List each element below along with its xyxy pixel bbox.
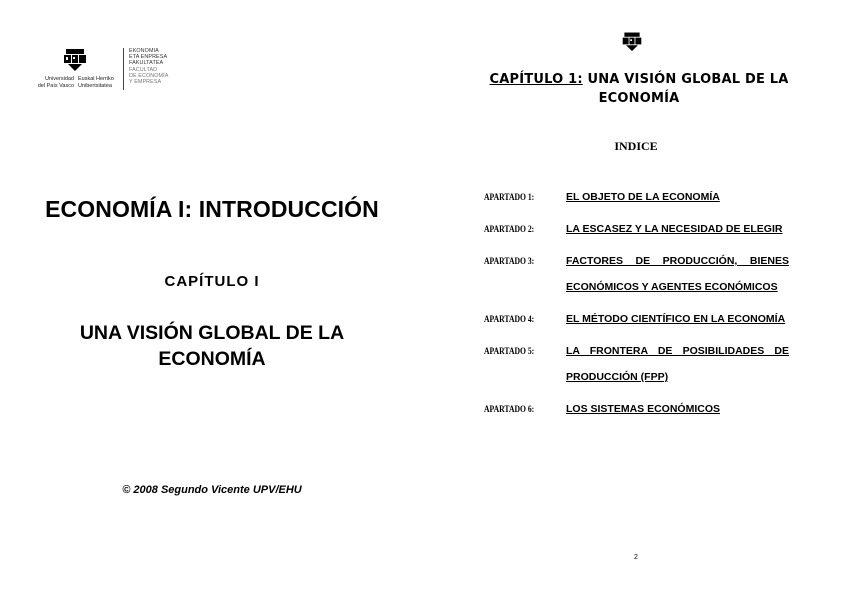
chapter-heading — [484, 70, 794, 108]
toc-label: APARTADO 5: — [484, 346, 535, 356]
chapter-heading-line1: UNA VISIÓN GLOBAL DE LA — [587, 72, 789, 87]
page-number: 2 — [634, 554, 638, 561]
chapter-heading-prefix: CAPÍTULO 1: — [489, 72, 583, 87]
toc-link[interactable]: LA ESCASEZ Y LA NECESIDAD DE ELEGIR — [566, 223, 783, 235]
toc-item[interactable] — [484, 312, 789, 332]
chapter-label: CAPÍTULO I — [164, 273, 260, 290]
toc-link[interactable]: FACTORES DE PRODUCCIÓN, BIENES ECONÓMICOS Y AGENTES ECONÓMICOS — [566, 255, 789, 293]
university-crest-icon — [621, 30, 643, 52]
toc-item[interactable] — [484, 344, 789, 390]
chapter-heading-line2: ECONOMÍA — [598, 91, 680, 106]
copyright-notice: © 2008 Segundo Vicente UPV/EHU — [122, 484, 302, 496]
main-title: ECONOMÍA I: INTRODUCCIÓN — [45, 196, 379, 222]
toc-label: APARTADO 1: — [484, 192, 535, 202]
toc-item[interactable] — [484, 254, 789, 300]
toc-link[interactable]: EL OBJETO DE LA ECONOMÍA — [566, 191, 720, 203]
toc-label: APARTADO 6: — [484, 404, 535, 414]
index-title: INDICE — [614, 139, 658, 153]
toc-link[interactable]: EL MÉTODO CIENTÍFICO EN LA ECONOMÍA — [566, 313, 786, 325]
table-of-contents — [484, 190, 789, 434]
toc-link[interactable]: LOS SISTEMAS ECONÓMICOS — [566, 403, 721, 415]
toc-label: APARTADO 4: — [484, 314, 535, 324]
toc-item[interactable] — [484, 402, 789, 422]
toc-label: APARTADO 3: — [484, 256, 535, 266]
chapter-title-line1: UNA VISIÓN GLOBAL DE LA — [79, 322, 345, 344]
logo-university-eu: Euskal Herriko Unibertsitatea — [78, 76, 114, 89]
logo-faculty: EKONOMIA ETA ENPRESA FAKULTATEA FACULTAD DE ECONOMÍA Y EMPRESA — [129, 48, 169, 86]
right-page — [424, 0, 848, 599]
university-crest-icon — [62, 46, 88, 72]
university-logo — [34, 44, 194, 96]
toc-item[interactable] — [484, 222, 789, 242]
chapter-title — [0, 320, 424, 372]
chapter-title-line2: ECONOMÍA — [158, 348, 266, 370]
toc-link[interactable]: LA FRONTERA DE POSIBILIDADES DE PRODUCCIÓN (FPP) — [566, 345, 789, 383]
toc-item[interactable] — [484, 190, 789, 210]
logo-university-es: Universidad del País Vasco — [37, 76, 74, 89]
logo-divider — [123, 48, 124, 90]
toc-label: APARTADO 2: — [484, 224, 535, 234]
